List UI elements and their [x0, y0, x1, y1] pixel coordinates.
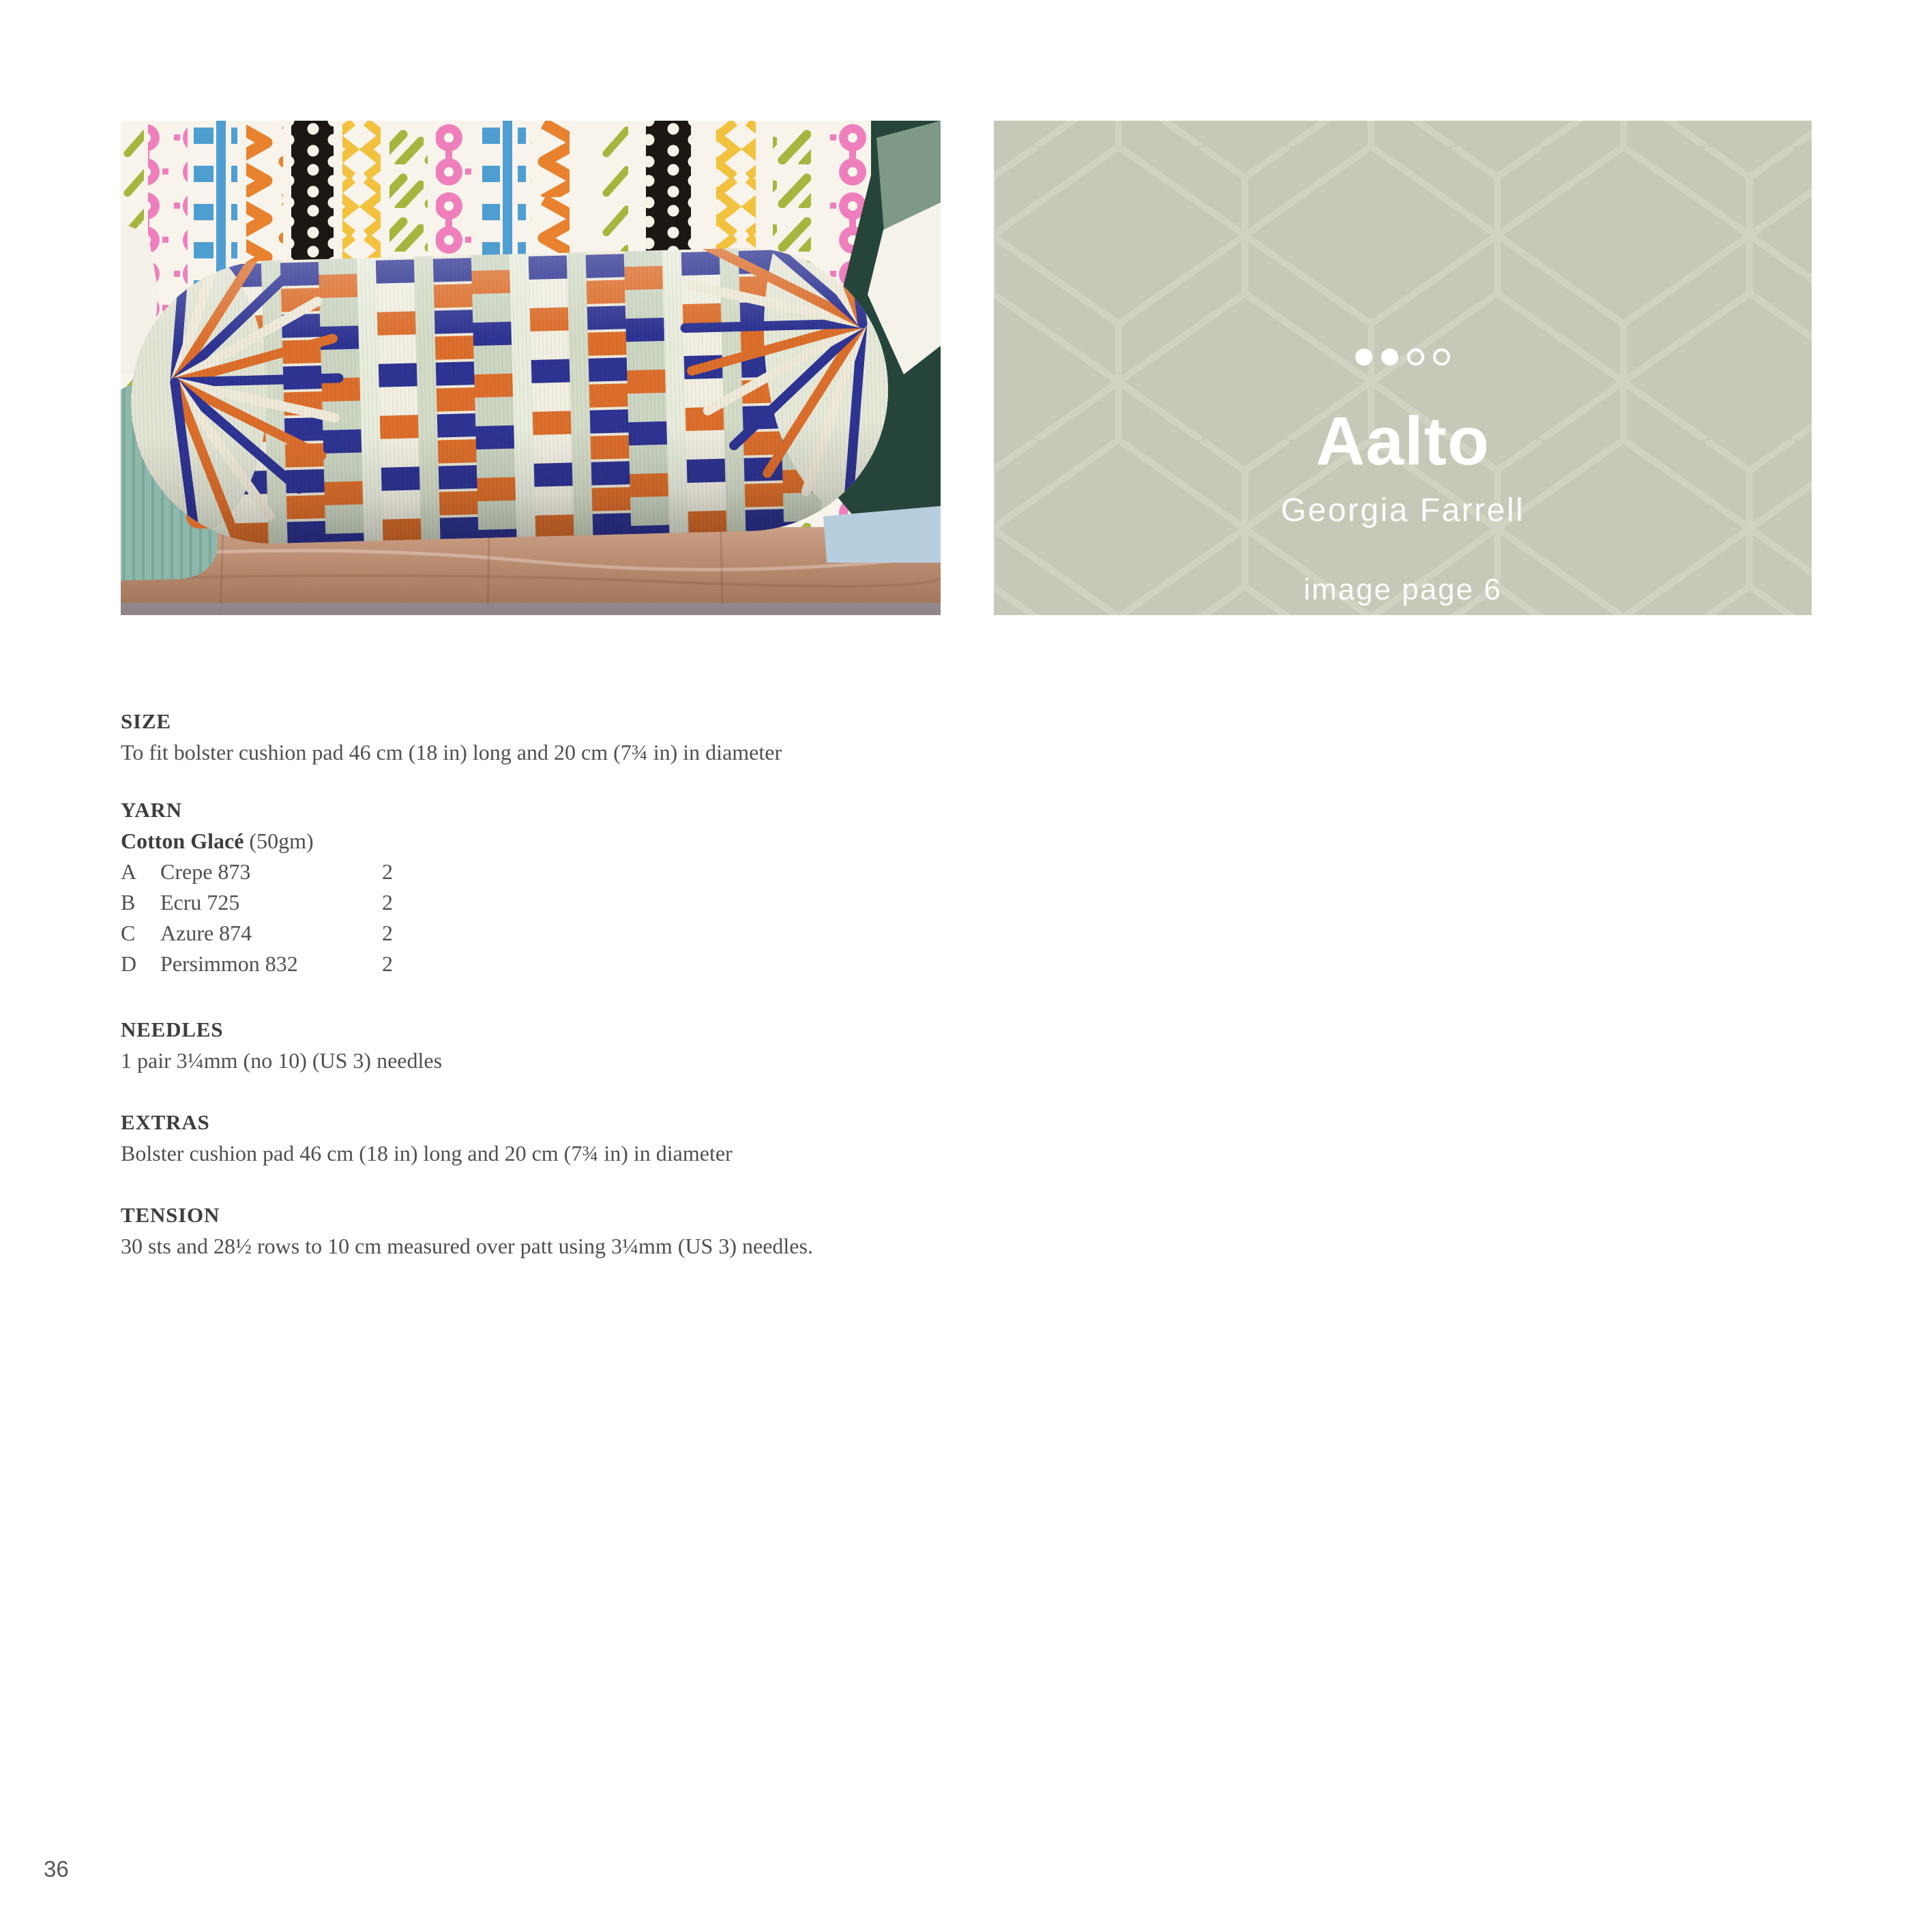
page-number: 36	[44, 1856, 69, 1882]
extras-heading: EXTRAS	[121, 1110, 210, 1134]
yarn-shade-name: Azure 874	[160, 921, 252, 945]
image-page-reference: image page 6	[1303, 573, 1502, 606]
cube-pattern-background	[994, 121, 1812, 615]
tension-body: 30 sts and 28½ rows to 10 cm measured over patt using 3¼mm (US 3) needles.	[121, 1234, 813, 1258]
pattern-card	[994, 121, 1812, 615]
yarn-heading: YARN	[121, 798, 182, 822]
section-size	[121, 706, 980, 768]
yarn-shade-row	[121, 949, 598, 979]
sofa-front-edge	[121, 603, 941, 615]
section-needles	[121, 1014, 980, 1076]
yarn-shade-row	[121, 918, 598, 949]
needles-heading: NEEDLES	[121, 1017, 224, 1041]
difficulty-dot	[1355, 348, 1372, 366]
yarn-shade-name: Ecru 725	[160, 890, 240, 915]
extras-body: Bolster cushion pad 46 cm (18 in) long and 20 cm (7¾ in) in diameter	[121, 1141, 733, 1165]
size-heading: SIZE	[121, 709, 171, 733]
yarn-shade-qty: 2	[382, 859, 393, 884]
yarn-shade-name: Persimmon 832	[160, 951, 298, 976]
difficulty-dot	[1407, 348, 1424, 366]
yarn-shade-qty: 2	[382, 951, 393, 976]
section-tension	[121, 1200, 980, 1262]
difficulty-dot	[1433, 348, 1450, 366]
yarn-product-weight: (50gm)	[244, 829, 314, 853]
yarn-shade-code: D	[121, 951, 137, 976]
yarn-shade-row	[121, 857, 598, 887]
yarn-product-name: Cotton Glacé	[121, 829, 244, 853]
pattern-designer: Georgia Farrell	[1280, 492, 1525, 529]
section-extras	[121, 1107, 980, 1169]
yarn-shade-qty: 2	[382, 890, 393, 915]
tension-heading: TENSION	[121, 1203, 220, 1227]
yarn-shade-row	[121, 887, 598, 918]
yarn-shade-code: A	[121, 859, 137, 884]
yarn-shade-code: B	[121, 890, 136, 915]
yarn-shade-code: C	[121, 921, 136, 945]
difficulty-dots	[994, 348, 1812, 366]
yarn-shade-name: Crepe 873	[160, 859, 251, 884]
section-yarn	[121, 794, 980, 979]
yarn-product-line	[121, 826, 980, 857]
photo-illustration	[121, 121, 941, 615]
size-body: To fit bolster cushion pad 46 cm (18 in) long and 20 cm (7¾ in) in diameter	[121, 740, 782, 764]
pattern-title: Aalto	[1316, 403, 1490, 479]
difficulty-dot	[1381, 348, 1398, 366]
yarn-shade-qty: 2	[382, 921, 393, 945]
needles-body: 1 pair 3¼mm (no 10) (US 3) needles	[121, 1048, 443, 1073]
pattern-photo	[121, 121, 941, 615]
